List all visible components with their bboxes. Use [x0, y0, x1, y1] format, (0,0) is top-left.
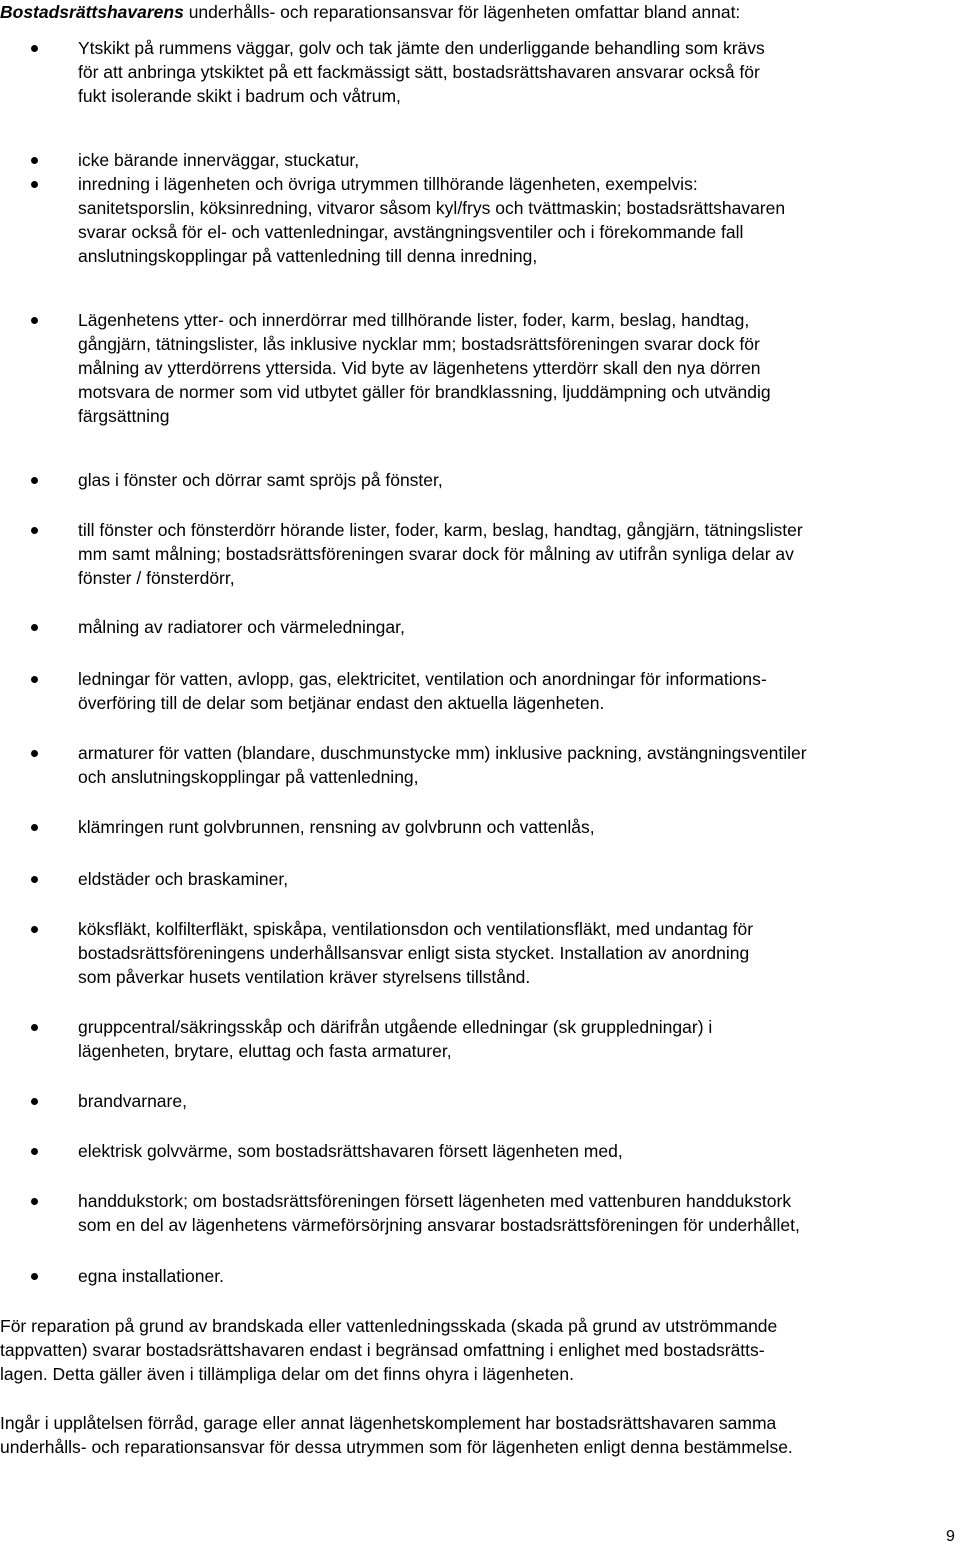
list-item-line: armaturer för vatten (blandare, duschmunstycke mm) inklusive packning, avstängningsventiler	[78, 743, 807, 763]
bullet-dot-icon	[31, 317, 38, 324]
paragraph-line: tappvatten) svarar bostadsrättshavaren endast i begränsad omfattning i enlighet med bostadsrätts-	[0, 1340, 765, 1360]
bullet-dot-icon	[31, 876, 38, 883]
bullet-dot-icon	[31, 45, 38, 52]
list-item-text	[78, 1189, 958, 1237]
list-item-text	[78, 308, 958, 428]
bullet-dot-icon	[31, 1273, 38, 1280]
list-item-line: brandvarnare,	[78, 1091, 187, 1111]
paragraph-line: För reparation på grund av brandskada eller vattenledningsskada (skada på grund av utströmmande	[0, 1316, 778, 1336]
list-item-line: överföring till de delar som betjänar endast den aktuella lägenheten.	[78, 693, 605, 713]
list-item-line: till fönster och fönsterdörr hörande lister, foder, karm, beslag, handtag, gångjärn, tätningslister	[78, 520, 803, 540]
list-item-line: Ytskikt på rummens väggar, golv och tak jämte den underliggande behandling som krävs	[78, 38, 765, 58]
list-item-line: fönster / fönsterdörr,	[78, 568, 235, 588]
list-item-line: för att anbringa ytskiktet på ett fackmässigt sätt, bostadsrättshavaren ansvarar också för	[78, 62, 760, 82]
list-item-text	[78, 172, 958, 268]
list-item-text	[78, 741, 958, 789]
paragraph	[0, 1411, 958, 1459]
paragraph-line: lagen. Detta gäller även i tillämpliga delar om det finns ohyra i lägenheten.	[0, 1364, 574, 1384]
list-item-line: gångjärn, tätningslister, lås inklusive nycklar mm; bostadsrättsföreningen svarar dock för	[78, 334, 760, 354]
list-item-text	[78, 1139, 958, 1163]
list-item-line: sanitetsporslin, köksinredning, vitvaror såsom kyl/frys och tvättmaskin; bostadsrättshavaren	[78, 198, 786, 218]
paragraph-line: underhålls- och reparationsansvar för dessa utrymmen som för lägenheten enligt denna bestämmelse.	[0, 1437, 793, 1457]
list-item-line: svarar också för el- och vattenledningar, avstängningsventiler och i förekommande fall	[78, 222, 744, 242]
list-item-line: fukt isolerande skikt i badrum och våtrum,	[78, 86, 401, 106]
list-item-line: lägenheten, brytare, eluttag och fasta armaturer,	[78, 1041, 452, 1061]
list-item-line: glas i fönster och dörrar samt spröjs på fönster,	[78, 470, 443, 490]
bullet-dot-icon	[31, 1024, 38, 1031]
list-item-text	[78, 36, 958, 108]
bullet-dot-icon	[31, 750, 38, 757]
list-item-line: handdukstork; om bostadsrättsföreningen försett lägenheten med vattenburen handdukstork	[78, 1191, 792, 1211]
list-item-line: egna installationer.	[78, 1266, 224, 1286]
list-item-line: eldstäder och braskaminer,	[78, 869, 289, 889]
list-item-text	[78, 615, 958, 639]
bullet-dot-icon	[31, 1098, 38, 1105]
list-item-text	[78, 867, 958, 891]
list-item-line: Lägenhetens ytter- och innerdörrar med tillhörande lister, foder, karm, beslag, handtag,	[78, 310, 750, 330]
list-item-text	[78, 667, 958, 715]
bullet-dot-icon	[31, 1198, 38, 1205]
list-item-line: ledningar för vatten, avlopp, gas, elektricitet, ventilation och anordningar för informations-	[78, 669, 767, 689]
bullet-dot-icon	[31, 1148, 38, 1155]
bullet-dot-icon	[31, 181, 38, 188]
bullet-dot-icon	[31, 926, 38, 933]
list-item-line: anslutningskopplingar på vattenledning till denna inredning,	[78, 246, 538, 266]
list-item-line: och anslutningskopplingar på vattenledning,	[78, 767, 419, 787]
bullet-dot-icon	[31, 157, 38, 164]
list-item-text	[78, 1089, 958, 1113]
list-item-text	[78, 148, 958, 172]
list-item-line: inredning i lägenheten och övriga utrymmen tillhörande lägenheten, exempelvis:	[78, 174, 698, 194]
bullet-dot-icon	[31, 527, 38, 534]
list-item-line: gruppcentral/säkringsskåp och därifrån utgående elledningar (sk gruppledningar) i	[78, 1017, 713, 1037]
list-item-line: icke bärande innerväggar, stuckatur,	[78, 150, 360, 170]
list-item-line: motsvara de normer som vid utbytet gäller för brandklassning, ljuddämpning och utvändig	[78, 382, 771, 402]
list-item-line: klämringen runt golvbrunnen, rensning av golvbrunn och vattenlås,	[78, 817, 595, 837]
list-item-line: som en del av lägenhetens värmeförsörjning ansvarar bostadsrättsföreningen för underhållet,	[78, 1215, 800, 1235]
list-item-line: bostadsrättsföreningens underhållsansvar enligt sista stycket. Installation av anordning	[78, 943, 750, 963]
list-item-line: som påverkar husets ventilation kräver styrelsens tillstånd.	[78, 967, 531, 987]
page-number: 9	[946, 1528, 955, 1545]
list-item-text	[78, 518, 958, 590]
list-item-line: målning av ytterdörrens yttersida. Vid byte av lägenhetens ytterdörr skall den nya dörren	[78, 358, 761, 378]
bullet-dot-icon	[31, 477, 38, 484]
list-item-text	[78, 1264, 958, 1288]
list-item-line: elektrisk golvvärme, som bostadsrättshavaren försett lägenheten med,	[78, 1141, 623, 1161]
intro-bold-lead: Bostadsrättshavarens	[0, 2, 184, 22]
bullet-dot-icon	[31, 624, 38, 631]
list-item-text	[78, 815, 958, 839]
bullet-dot-icon	[31, 676, 38, 683]
list-item-line: mm samt målning; bostadsrättsföreningen svarar dock för målning av utifrån synliga delar av	[78, 544, 794, 564]
intro-line	[0, 0, 950, 24]
list-item-text	[78, 1015, 958, 1063]
bullet-dot-icon	[31, 824, 38, 831]
list-item-text	[78, 468, 958, 492]
list-item-text	[78, 917, 958, 989]
list-item-line: målning av radiatorer och värmeledningar,	[78, 617, 405, 637]
list-item-line: köksfläkt, kolfilterfläkt, spiskåpa, ventilationsdon och ventilationsfläkt, med undantag för	[78, 919, 754, 939]
intro-text: underhålls- och reparationsansvar för lägenheten omfattar bland annat:	[183, 2, 741, 22]
paragraph	[0, 1314, 958, 1386]
list-item-line: färgsättning	[78, 406, 170, 426]
paragraph-line: Ingår i upplåtelsen förråd, garage eller annat lägenhetskomplement har bostadsrättshavaren samma	[0, 1413, 777, 1433]
